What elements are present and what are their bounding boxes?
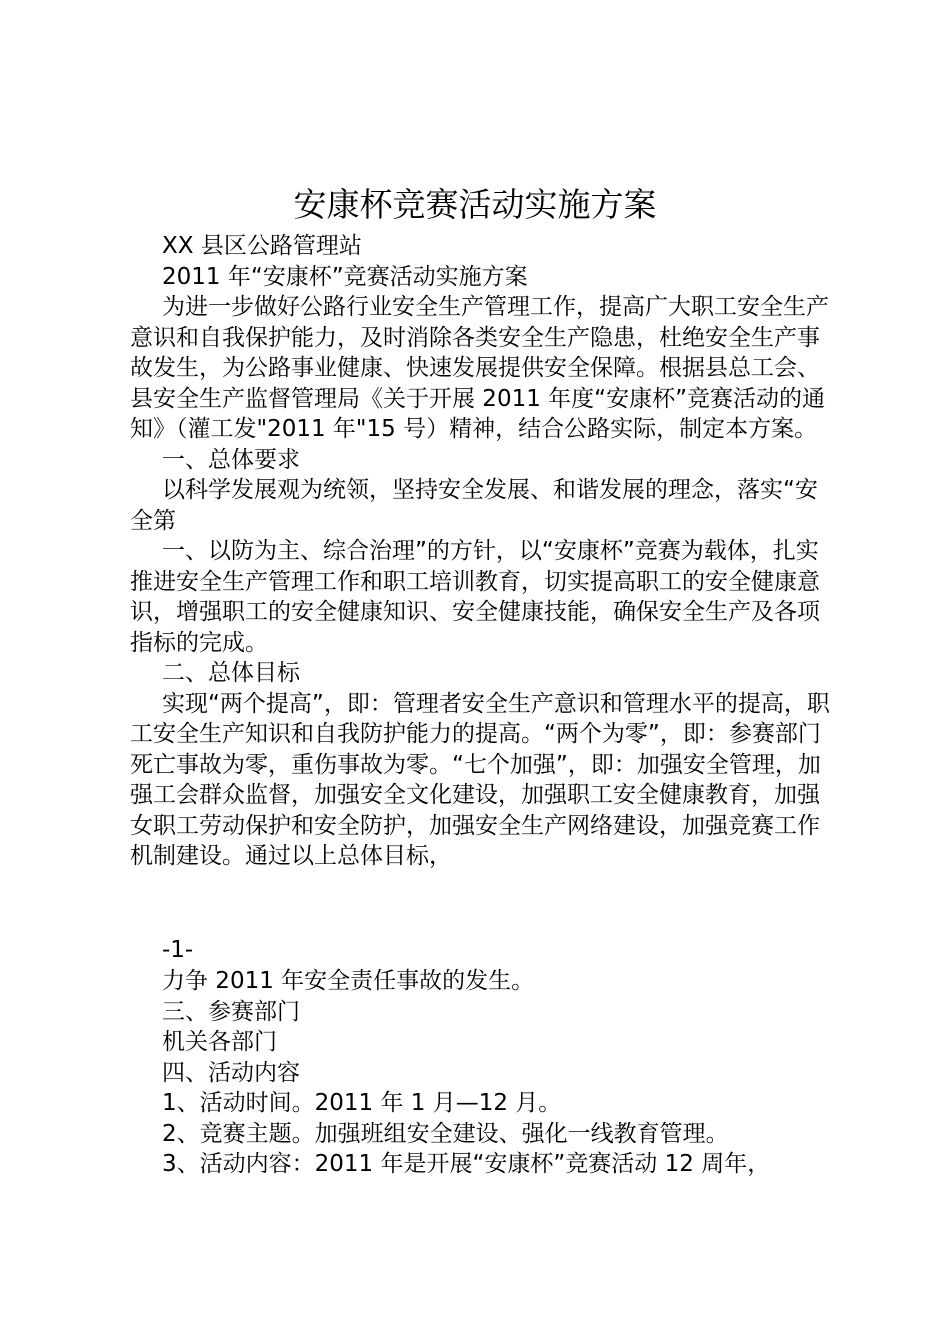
org-line: XX 县区公路管理站 bbox=[162, 233, 362, 259]
activity-item-content: 3、活动内容：2011 年是开展“安康杯”竞赛活动 12 周年， bbox=[162, 1151, 771, 1177]
intro-paragraph: 为进一步做好公路行业安全生产管理工作，提高广大职工安全生产意识和自我保护能力，及时消除各类安全生产隐患，杜绝安全生产事故发生，为公路事业健康、快速发展提供安全保障。根据县总工会、县安全生产监督管理局《关于开展 2011 年度“安康杯”竞赛活动的通知》（灌工发"2011 年"15 号）精神，结合公路实际，制定本方案。 bbox=[130, 294, 829, 442]
subtitle-line: 2011 年“安康杯”竞赛活动实施方案 bbox=[162, 263, 528, 290]
document-body bbox=[130, 231, 830, 872]
page-number: -1- bbox=[162, 937, 194, 963]
document-title: 安康杯竞赛活动实施方案 bbox=[293, 185, 657, 224]
section-heading-activities: 四、活动内容 bbox=[162, 1059, 300, 1086]
section-heading-departments: 三、参赛部门 bbox=[162, 998, 300, 1025]
activity-item-time: 1、活动时间。2011 年 1 月—12 月。 bbox=[162, 1090, 562, 1116]
activity-item-theme: 2、竞赛主题。加强班组安全建设、强化一线教育管理。 bbox=[162, 1120, 729, 1147]
document-body-continued bbox=[130, 966, 830, 1180]
section-heading-requirements: 一、总体要求 bbox=[162, 446, 300, 473]
departments-text: 机关各部门 bbox=[162, 1029, 277, 1055]
requirements-paragraph-1: 以科学发展观为统领，坚持安全发展、和谐发展的理念，落实“安全第 bbox=[130, 477, 818, 534]
strive-paragraph: 力争 2011 年安全责任事故的发生。 bbox=[162, 968, 535, 994]
requirements-paragraph-2: 一、以防为主、综合治理”的方针，以“安康杯”竞赛为载体，扎实推进安全生产管理工作和职工培训教育，切实提高职工的安全健康意识，增强职工的安全健康知识、安全健康技能，确保安全生产及各项指标的完成。 bbox=[130, 538, 820, 656]
goals-paragraph: 实现“两个提高”，即：管理者安全生产意识和管理水平的提高，职工安全生产知识和自我防护能力的提高。“两个为零”，即：参赛部门死亡事故为零，重伤事故为零。“七个加强”，即：加强安全管理，加强工会群众监督，加强安全文化建设，加强职工安全健康教育，加强女职工劳动保护和安全防护，加强安全生产网络建设，加强竞赛工作机制建设。通过以上总体目标， bbox=[130, 690, 830, 869]
section-heading-goals: 二、总体目标 bbox=[162, 660, 300, 686]
